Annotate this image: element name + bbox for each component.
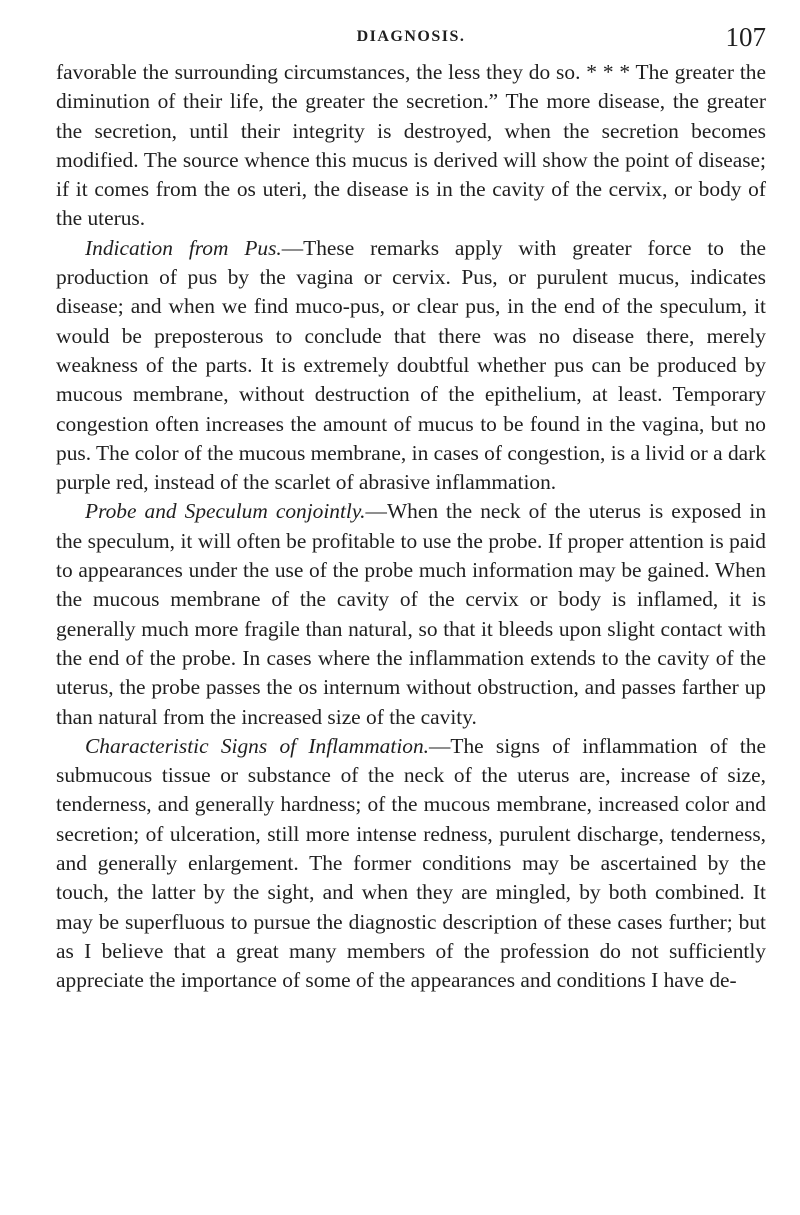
paragraph-probe-and-speculum (56, 497, 766, 731)
paragraph-text: —When the neck of the uterus is exposed in the speculum, it will often be profitable to use the probe. If proper attention is paid to appearances under the use of the probe much information may be gained. When the mucous membrane of the cavity of the cervix or body is inflamed, it is generally much more fragile than natural, so that it bleeds upon slight contact with the end of the probe. In cases where the inflammation extends to the cavity of the uterus, the probe passes the os internum without obstruction, and passes farther up than natural from the increased size of the cavity. (56, 499, 767, 729)
body-text (56, 58, 766, 996)
paragraph-indication-from-pus (56, 234, 766, 498)
paragraph-characteristic-signs (56, 732, 766, 996)
paragraph-continuation (56, 58, 766, 234)
section-heading: Characteristic Signs of Inflammation. (85, 733, 429, 758)
page-number: 107 (725, 22, 766, 52)
paragraph-text: favorable the surrounding circumstances, the less they do so. * * * The greater the diminution of their life, the greater the secretion.” The more disease, the greater the secretion, until their integrity is destroyed, when the secretion becomes modified. The source whence this mucus is derived will show the point of disease; if it comes from the os uteri, the disease is in the cavity of the cervix, or body of the uterus. (56, 60, 766, 231)
paragraph-text: —The signs of inflammation of the submucous tissue or substance of the neck of the uterus are, increase of size, tenderness, and generally hardness; of the mucous membrane, increased color and secretion; of ulceration, still more intense redness, purulent discharge, tenderness, and generally enlargement. The former conditions may be ascertained by the touch, the latter by the sight, and when they are mingled, by both combined. It may be superfluous to pursue the diagnostic description of these cases further; but as I believe that a great many members of the profession do not sufficiently appreciate the importance of some of the appearances and conditions I have de- (56, 733, 766, 993)
page-header (56, 22, 766, 58)
running-head: DIAGNOSIS. (356, 28, 466, 45)
section-heading: Probe and Speculum conjointly. (85, 499, 366, 524)
section-heading: Indication from Pus. (85, 235, 282, 260)
paragraph-text: —These remarks apply with greater force to the production of pus by the vagina or cervix. Pus, or purulent mucus, indicates disease; and when we find muco-pus, or clear pus, in the end of the speculum, it would be preposterous to conclude that there was no disease there, merely weakness of the parts. It is extremely doubtful whether pus can be produced by mucous membrane, without destruction of the epithelium, at least. Temporary congestion often increases the amount of mucus to be found in the vagina, but no pus. The color of the mucous membrane, in cases of congestion, is a livid or a dark purple red, instead of the scarlet of abrasive inflammation. (56, 235, 766, 495)
